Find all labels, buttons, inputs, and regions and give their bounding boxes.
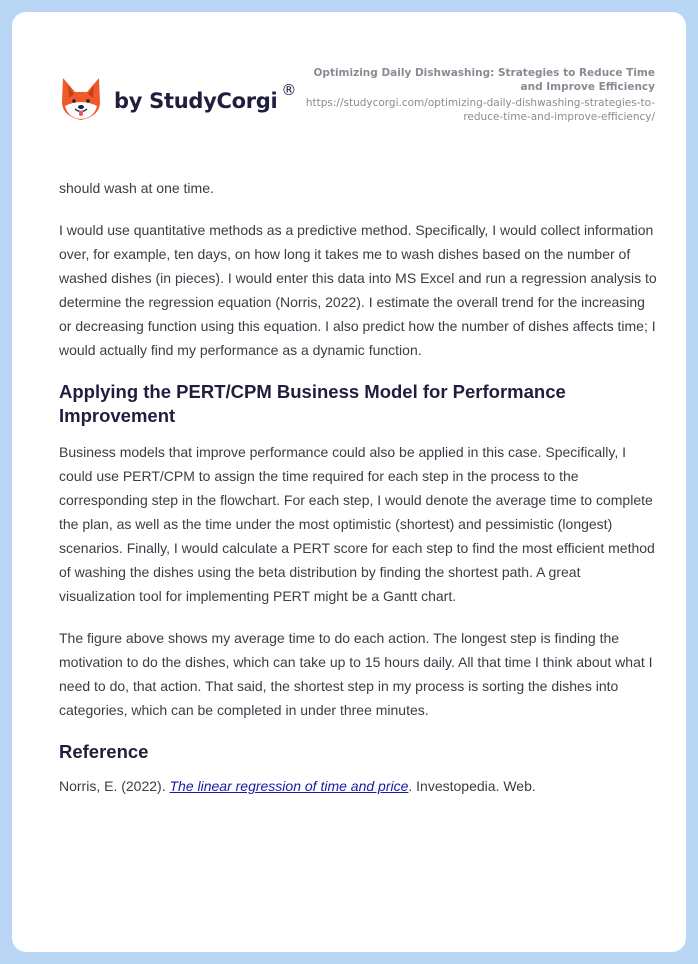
corgi-logo-icon — [60, 76, 102, 122]
reference-prefix: Norris, E. (2022). — [59, 778, 170, 794]
reference-heading: Reference — [59, 741, 149, 762]
registered-mark: ® — [281, 81, 297, 99]
document-meta — [295, 66, 655, 124]
paragraph: The figure above shows my average time to do each action. The longest step is finding the motivation to do the dishes, which can take up to 15 hours daily. All that time I think about what I need to do, that action. That said, the shortest step in my process is sorting the dishes into categories, which can be completed in under three minutes. — [59, 630, 653, 718]
paragraph: Business models that improve performance could also be applied in this case. Specifically, I could use PERT/CPM to assign the time required for each step in the process to the corresponding step in the flowchart. For each step, I would denote the average time to complete the plan, as well as the time under the most optimistic (shortest) and pessimistic (longest) scenarios. Finally, I would calculate a PERT score for each step to find the most efficient method of washing the dishes using the beta distribution by finding the shortest path. A great visualization tool for implementing PERT might be a Gantt chart. — [59, 444, 655, 604]
page-header — [12, 12, 686, 152]
studycorgi-logo[interactable] — [60, 76, 296, 122]
paragraph: should wash at one time. — [59, 180, 214, 196]
reference-suffix: . Investopedia. Web. — [408, 778, 536, 794]
reference-entry — [59, 774, 659, 798]
reference-link[interactable]: The linear regression of time and price — [169, 778, 409, 794]
logo-text: by StudyCorgi — [114, 89, 278, 113]
document-url[interactable]: https://studycorgi.com/optimizing-daily-dishwashing-strategies-to-reduce-time-and-improve-efficiency/ — [305, 97, 655, 123]
paragraph: I would use quantitative methods as a predictive method. Specifically, I would collect information over, for example, ten days, on how long it takes me to wash dishes based on the number of washed dishes (in pieces). I would enter this data into MS Excel and run a regression analysis to determine the regression equation (Norris, 2022). I estimate the overall trend for the increasing or decreasing function using this equation. I also predict how the number of dishes affects time; I would actually find my performance as a dynamic function. — [59, 222, 657, 358]
article-body — [59, 176, 659, 816]
document-title: Optimizing Daily Dishwashing: Strategies to Reduce Time and Improve Efficiency — [313, 67, 655, 93]
section-heading: Applying the PERT/CPM Business Model for Performance Improvement — [59, 381, 566, 426]
document-card — [12, 12, 686, 952]
